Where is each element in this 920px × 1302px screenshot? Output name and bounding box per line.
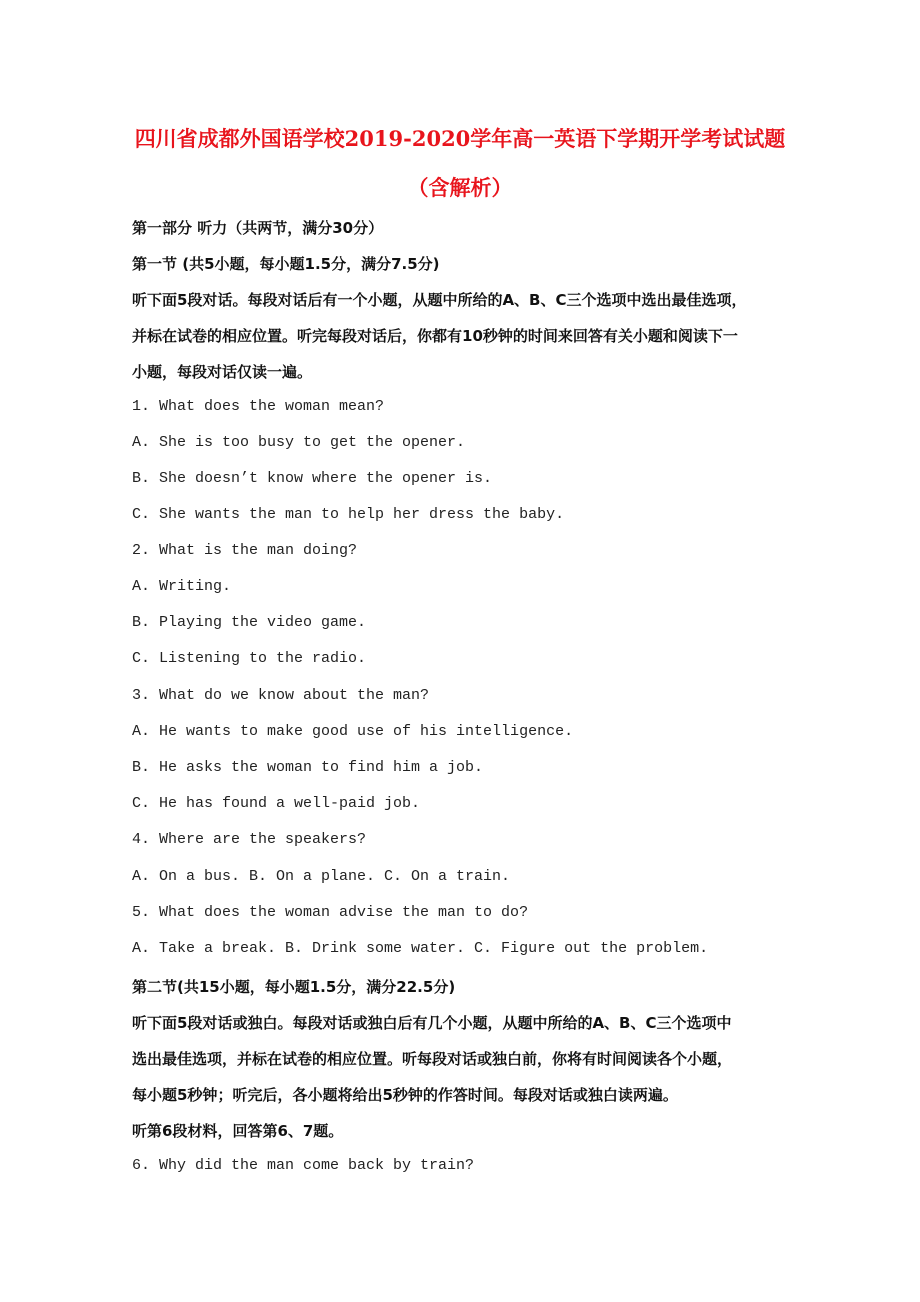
question-3-option-c: C. He has found a well-paid job. bbox=[132, 795, 421, 812]
document-title: 四川省成都外国语学校2019-2020学年高一英语下学期开学考试试题 bbox=[134, 126, 786, 151]
question-1-option-b: B. She doesn’t know where the opener is. bbox=[132, 470, 493, 487]
section2-instruction-line: 选出最佳选项，并标在试卷的相应位置。听每段对话或独白前，你将有时间阅读各个小题， bbox=[132, 1050, 733, 1068]
section2-instruction-line: 每小题5秒钟；听完后，各小题将给出5秒钟的作答时间。每段对话或独白读两遍。 bbox=[132, 1086, 678, 1104]
question-2: 2. What is the man doing? bbox=[132, 542, 358, 559]
section2-instruction-line: 听下面5段对话或独白。每段对话或独白后有几个小题，从题中所给的A、B、C三个选项中 bbox=[132, 1014, 732, 1032]
question-5: 5. What does the woman advise the man to do? bbox=[132, 904, 529, 921]
question-1-option-a: A. She is too busy to get the opener. bbox=[132, 434, 466, 451]
question-5-options: A. Take a break. B. Drink some water. C. Figure out the problem. bbox=[132, 940, 709, 957]
question-4: 4. Where are the speakers? bbox=[132, 831, 367, 848]
document-subtitle: （含解析） bbox=[407, 175, 513, 200]
section1-instruction-line: 听下面5段对话。每段对话后有一个小题，从题中所给的A、B、C三个选项中选出最佳选项， bbox=[132, 291, 747, 309]
section1-heading: 第一节 (共5小题，每小题1.5分，满分7.5分) bbox=[132, 255, 440, 273]
question-1: 1. What does the woman mean? bbox=[132, 398, 385, 415]
section1-instruction-line: 并标在试卷的相应位置。听完每段对话后，你都有10秒钟的时间来回答有关小题和阅读下一 bbox=[132, 327, 738, 345]
question-2-option-c: C. Listening to the radio. bbox=[132, 650, 367, 667]
section2-heading: 第二节(共15小题，每小题1.5分，满分22.5分) bbox=[132, 978, 456, 996]
question-1-option-c: C. She wants the man to help her dress the baby. bbox=[132, 506, 565, 523]
question-3-option-a: A. He wants to make good use of his intelligence. bbox=[132, 723, 574, 740]
section1-instruction-line: 小题，每段对话仅读一遍。 bbox=[132, 363, 313, 381]
question-2-option-a: A. Writing. bbox=[132, 578, 232, 595]
part1-heading: 第一部分 听力（共两节，满分30分） bbox=[132, 219, 384, 237]
question-3-option-b: B. He asks the woman to find him a job. bbox=[132, 759, 484, 776]
question-3: 3. What do we know about the man? bbox=[132, 687, 430, 704]
question-4-options: A. On a bus. B. On a plane. C. On a train. bbox=[132, 868, 511, 885]
question-2-option-b: B. Playing the video game. bbox=[132, 614, 367, 631]
question-6: 6. Why did the man come back by train? bbox=[132, 1157, 475, 1174]
material6-heading: 听第6段材料，回答第6、7题。 bbox=[132, 1122, 344, 1140]
